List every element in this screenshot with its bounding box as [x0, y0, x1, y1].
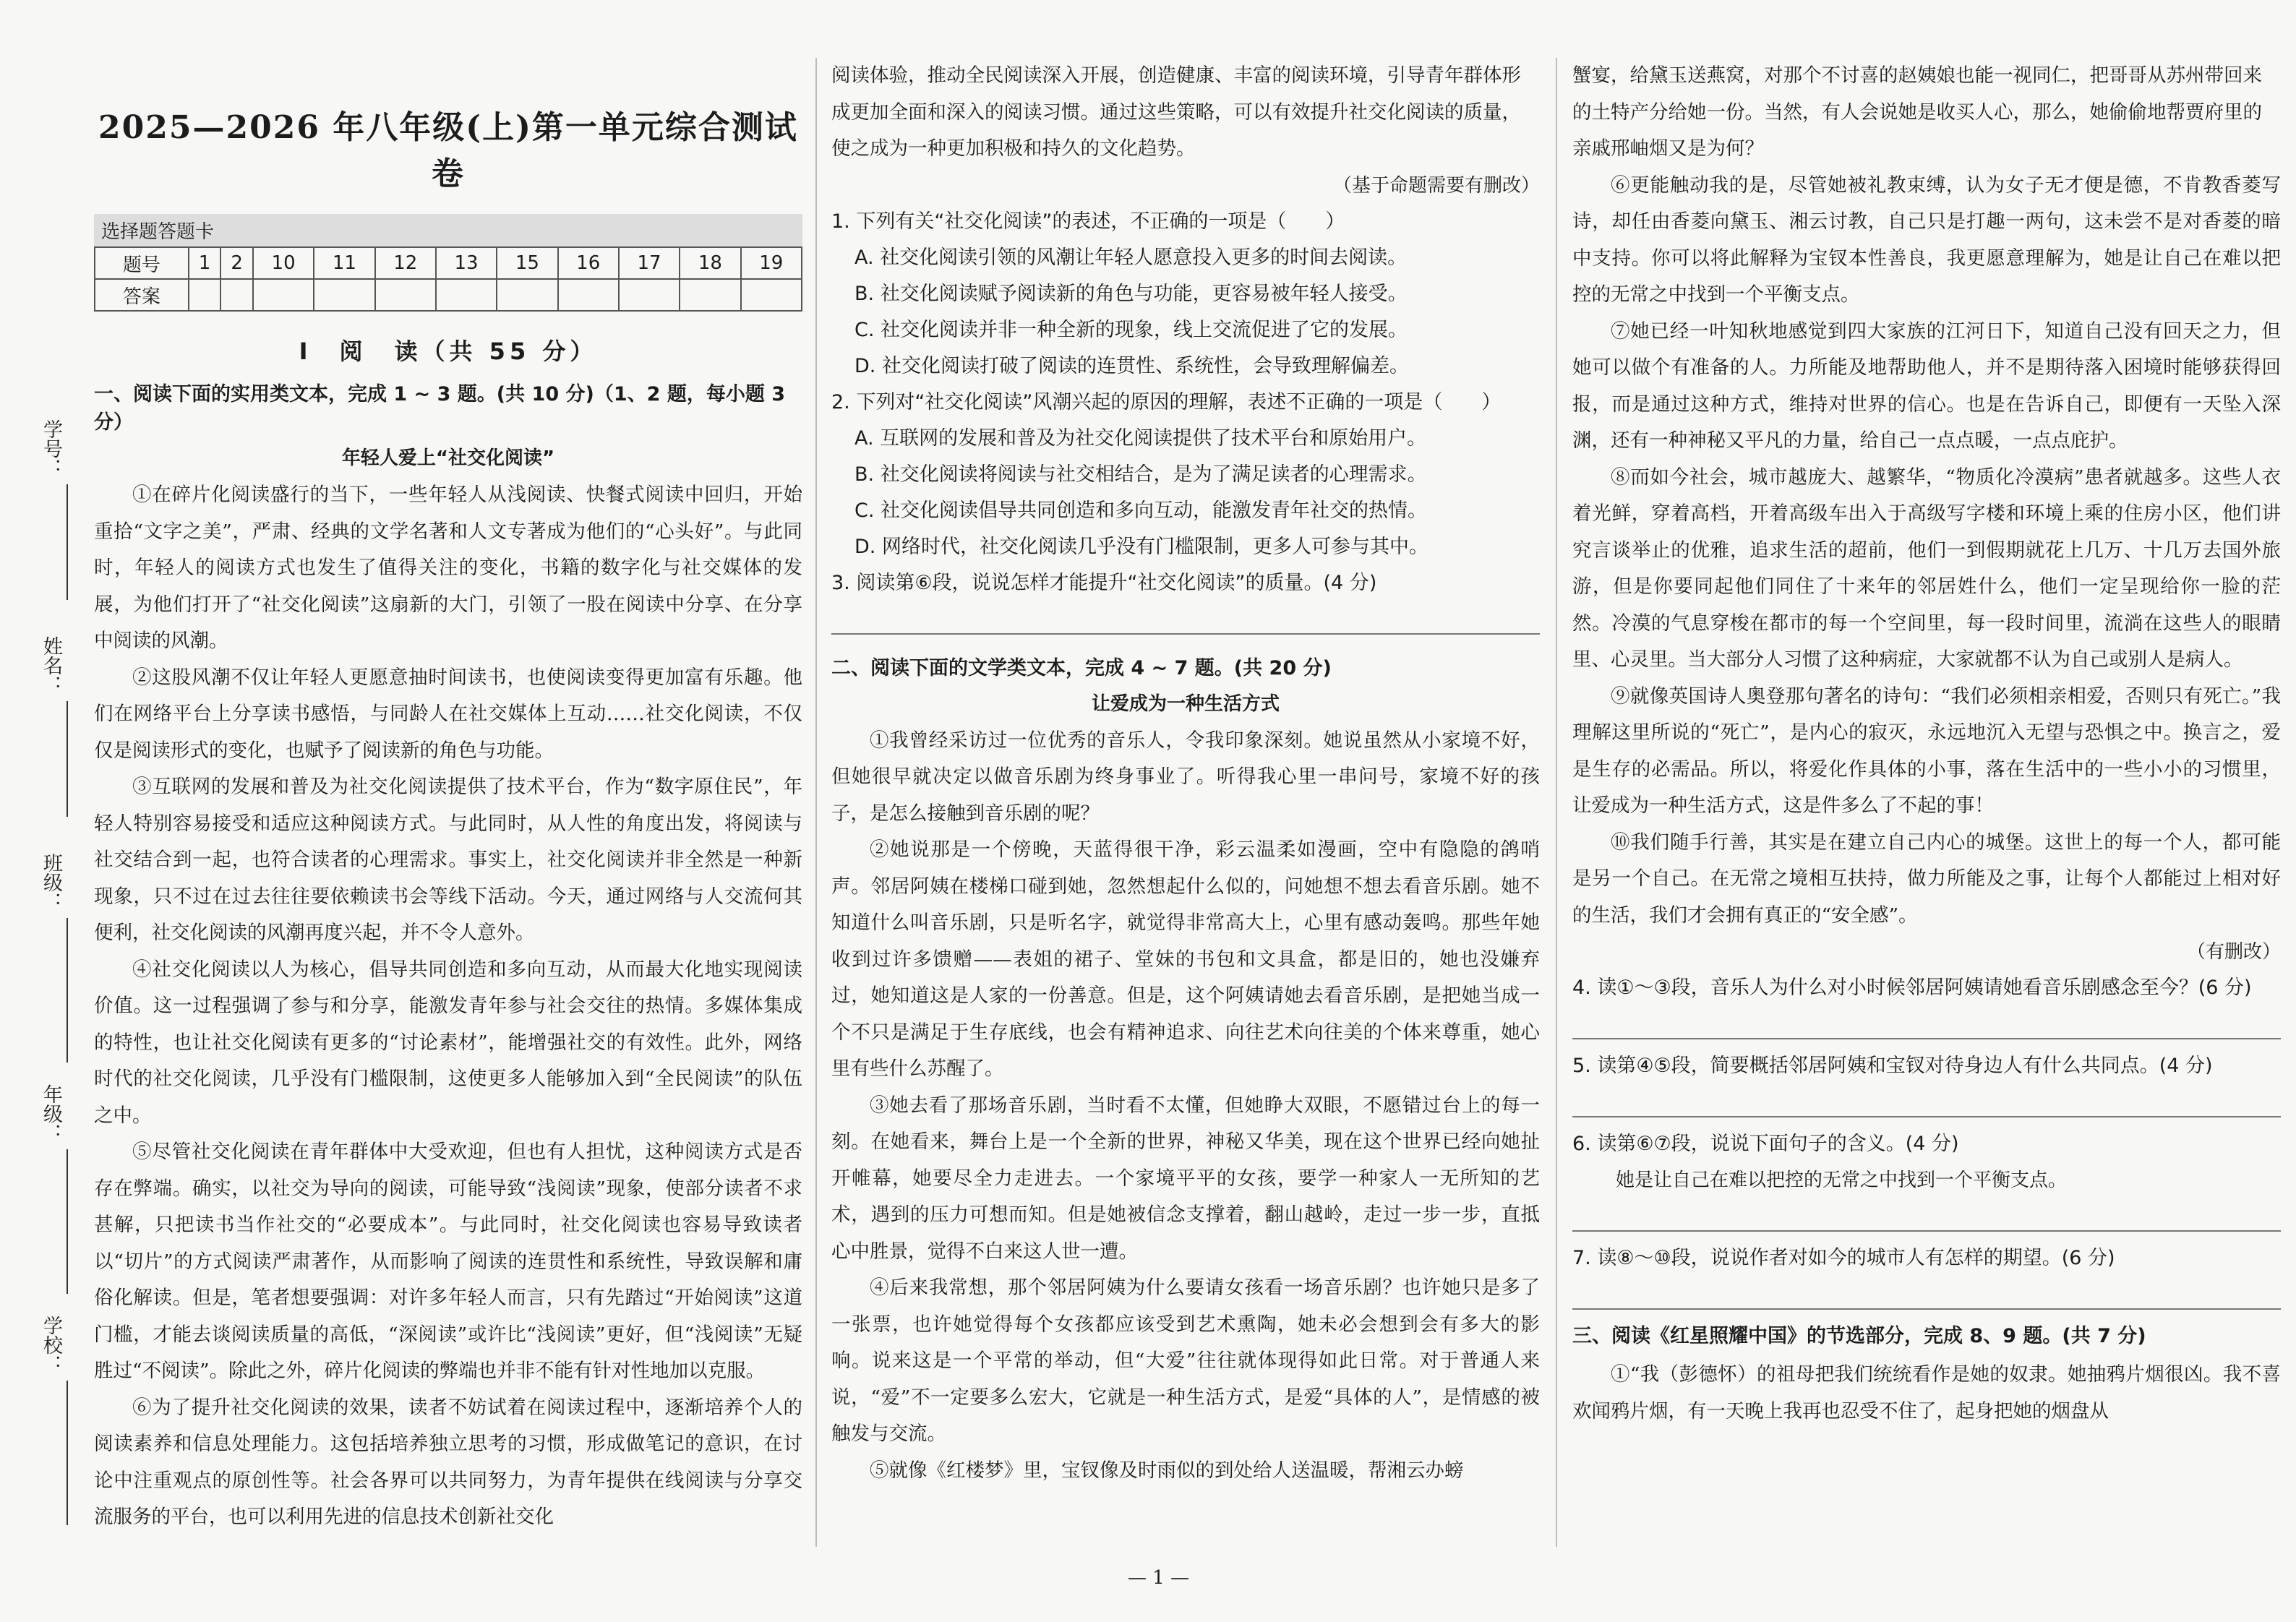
- story-paragraph: ③她去看了那场音乐剧，当时看不太懂，但她睁大双眼，不愿错过台上的每一刻。在她看来，舞台上是一个全新的世界，神秘又华美，现在这个世界已经向她扯开帷幕，她要尽全力走进去。一个家境平平的女孩，要学一种家人一无所知的艺术，遇到的压力可想而知。但是她被信念支撑着，翻山越岭，走过一步一步，直抵心中胜景，觉得不白来这人世一遭。: [831, 1094, 1540, 1263]
- question-1-stem: 1. 下列有关“社交化阅读”的表述，不正确的一项是（ ）: [831, 210, 1345, 233]
- answer-card-cell: 1: [189, 247, 221, 279]
- question-5-stem: 5. 读第④⑤段，简要概括邻居阿姨和宝钗对待身边人有什么共同点。(4 分): [1572, 1055, 2213, 1077]
- answer-card-label: 选择题答题卡: [94, 214, 802, 246]
- column-3: [1572, 58, 2281, 1430]
- article-paragraph: ②这股风潮不仅让年轻人更愿意抽时间读书，也使阅读变得更加富有乐趣。他们在网络平台上分享读书感悟，与同龄人在社交媒体上互动……社交化阅读，不仅仅是阅读形式的变化，也赋予了阅读新的角色与功能。: [94, 666, 802, 762]
- article-paragraph: ④社交化阅读以人为核心，倡导共同创造和多向互动，从而最大化地实现阅读价值。这一过程强调了参与和分享，能激发青年参与社会交往的热情。多媒体集成的特性，也让社交化阅读有更多的“讨论素材”，能增强社交的有效性。此外，网络时代的社交化阅读，几乎没有门槛限制，这使更多人能够加入到“全民阅读”的队伍之中。: [94, 958, 802, 1127]
- article-paragraph: ①在碎片化阅读盛行的当下，一些年轻人从浅阅读、快餐式阅读中回归，开始重拾“文字之美”，严肃、经典的文学名著和人文专著成为他们的“心头好”。与此同时，年轻人的阅读方式也发生了值得关注的变化，书籍的数字化与社交媒体的发展，为他们打开了“社交化阅读”这扇新的大门，引领了一股在阅读中分享、在分享中阅读的风潮。: [94, 484, 802, 652]
- exam-title: 2025—2026 年八年级(上)第一单元综合测试卷: [98, 109, 798, 192]
- question-6-quote: 她是让自己在难以把控的无常之中找到一个平衡支点。: [1616, 1170, 2068, 1191]
- story-paragraph: ⑦她已经一叶知秋地感觉到四大家族的江河日下，知道自己没有回天之力，但她可以做个有准备的人。力所能及地帮助他人，并不是期待落入困境时能够获得回报，而是通过这种方式，维持对世界的信心。也是在告诉自己，即便有一天坠入深渊，还有一种神秘又平凡的力量，给自己一点点暖，一点点庇护。: [1572, 319, 2281, 452]
- answer-card-row-label: 答案: [95, 279, 189, 311]
- story-paragraph: ④后来我常想，那个邻居阿姨为什么要请女孩看一场音乐剧？也许她只是多了一张票，也许她觉得每个女孩都应该受到艺术熏陶，她未必会想到会有多大的影响。说来这是一个平常的举动，但“大爱”往往就体现得如此日常。对于普通人来说，“爱”不一定要多么宏大，它就是一种生活方式，是爱“具体的人”，是情感的被触发与交流。: [831, 1276, 1540, 1445]
- page-number: — 1 —: [1128, 1567, 1190, 1589]
- story-source-note: （有删改）: [2186, 941, 2281, 963]
- column-divider: [815, 58, 817, 1547]
- answer-line[interactable]: [1572, 1006, 2281, 1039]
- question-1-option: C. 社交化阅读并非一种全新的现象，线上交流促进了它的发展。: [854, 318, 1408, 341]
- part3-heading: 三、阅读《红星照耀中国》的节选部分，完成 8、9 题。(共 7 分): [1572, 1325, 2146, 1347]
- answer-box[interactable]: [741, 279, 802, 311]
- question-7-stem: 7. 读⑧～⑩段，说说作者对如今的城市人有怎样的期望。(6 分): [1572, 1247, 2115, 1269]
- binding-margin: [0, 0, 87, 1622]
- story-title: 让爱成为一种生活方式: [1091, 692, 1280, 715]
- question-6-stem: 6. 读第⑥⑦段，说说下面句子的含义。(4 分): [1572, 1133, 1959, 1155]
- question-3-stem: 3. 阅读第⑥段，说说怎样才能提升“社交化阅读”的质量。(4 分): [831, 571, 1377, 594]
- answer-line[interactable]: [831, 601, 1540, 635]
- story-paragraph: ⑧而如今社会，城市越庞大、越繁华，“物质化冷漠病”患者就越多。这些人衣着光鲜，穿着高档，开着高级车出入于高级写字楼和环境上乘的住房小区，他们讲究言谈举止的优雅，追求生活的超前，他们一到假期就花上几万、十几万去国外旅游，但是你要同起他们同住了十来年的邻居姓什么，他们一定呈现给你一脸的茫然。冷漠的气息穿梭在都市的每一个空间里，每一段时间里，流淌在这些人的眼睛里、心灵里。当大部分人习惯了这种病症，大家就都不认为自己或别人是病人。: [1572, 465, 2281, 671]
- column-2: [831, 58, 1540, 1489]
- answer-card-cell: 17: [619, 247, 680, 279]
- answer-box[interactable]: [314, 279, 374, 311]
- article-continuation: 阅读体验，推动全民阅读深入开展，创造健康、丰富的阅读环境，引导青年群体形成更加全面和深入的阅读习惯。通过这些策略，可以有效提升社交化阅读的质量，使之成为一种更加积极和持久的文化趋势。: [831, 64, 1521, 160]
- binding-line: [67, 701, 68, 817]
- binding-line: [67, 918, 68, 1063]
- question-2-option: C. 社交化阅读倡导共同创造和多向互动，能激发青年社交的热情。: [854, 499, 1428, 522]
- answer-card-cell: 18: [680, 247, 740, 279]
- answer-line[interactable]: [1572, 1084, 2281, 1117]
- answer-card-cell: 16: [558, 247, 619, 279]
- question-1-option: D. 社交化阅读打破了阅读的连贯性、系统性，会导致理解偏差。: [854, 354, 1409, 377]
- answer-box[interactable]: [375, 279, 436, 311]
- binding-label-student-id: 学号：: [40, 419, 62, 478]
- answer-card-cell: 2: [220, 247, 253, 279]
- question-2-stem: 2. 下列对“社交化阅读”风潮兴起的原因的理解，表述不正确的一项是（ ）: [831, 390, 1502, 413]
- part2-heading: 二、阅读下面的文学类文本，完成 4 ~ 7 题。(共 20 分): [831, 656, 1332, 679]
- article-paragraph: ⑤尽管社交化阅读在青年群体中大受欢迎，但也有人担忧，这种阅读方式是否存在弊端。确实，以社交为导向的阅读，可能导致“浅阅读”现象，使部分读者不求甚解，只把读书当作社交的“必要成本”。与此同时，社交化阅读也容易导致读者以“切片”的方式阅读严肃著作，从而影响了阅读的连贯性和系统性，导致误解和庸俗化解读。但是，笔者想要强调：对许多年轻人而言，只有先踏过“开始阅读”这道门槛，才能去谈阅读质量的高低，“深阅读”或许比“浅阅读”更好，但“浅阅读”无疑胜过“不阅读”。除此之外，碎片化阅读的弊端也并非不能有针对性地加以克服。: [94, 1141, 802, 1382]
- answer-card-cell: 12: [375, 247, 436, 279]
- question-1-option: A. 社交化阅读引领的风潮让年轻人愿意投入更多的时间去阅读。: [854, 246, 1408, 269]
- story-paragraph: ⑨就像英国诗人奥登那句著名的诗句：“我们必须相亲相爱，否则只有死亡。”我理解这里所说的“死亡”，是内心的寂灭，永远地沉入无望与恐惧之中。换言之，爱是生存的必需品。所以，将爱化作具体的小事，落在生活中的一些小小的习惯里，让爱成为一种生活方式，这是件多么了不起的事！: [1572, 685, 2281, 817]
- answer-card-cell: 题号: [95, 247, 189, 279]
- answer-card-cell: 13: [436, 247, 497, 279]
- question-2-option: D. 网络时代，社交化阅读几乎没有门槛限制，更多人可参与其中。: [854, 535, 1428, 558]
- answer-card-cell: 11: [314, 247, 374, 279]
- answer-box[interactable]: [436, 279, 497, 311]
- answer-box[interactable]: [497, 279, 557, 311]
- story-paragraph: ⑩我们随手行善，其实是在建立自己内心的城堡。这世上的每一个人，都可能是另一个自己。在无常之境相互扶持，做力所能及之事，让每个人都能过上相对好的生活，我们才会拥有真正的“安全感”。: [1572, 831, 2281, 927]
- column-1: [94, 58, 802, 1536]
- section-heading-reading: Ⅰ 阅 读（共 55 分）: [299, 338, 598, 365]
- binding-label-grade: 年级：: [40, 1084, 62, 1143]
- article-paragraph: ⑥为了提升社交化阅读的效果，读者不妨试着在阅读过程中，逐渐培养个人的阅读素养和信息处理能力。这包括培养独立思考的习惯，形成做笔记的意识，在讨论中注重观点的原创性等。社会各界可以共同努力，为青年提供在线阅读与分享交流服务的平台，也可以利用先进的信息技术创新社交化: [94, 1396, 802, 1528]
- answer-card-cell: 10: [253, 247, 314, 279]
- answer-card-table: [94, 246, 802, 312]
- binding-line: [67, 1381, 68, 1525]
- question-1-option: B. 社交化阅读赋予阅读新的角色与功能，更容易被年轻人接受。: [854, 282, 1408, 305]
- excerpt-paragraph: ①“我（彭德怀）的祖母把我们统统看作是她的奴隶。她抽鸦片烟很凶。我不喜欢闻鸦片烟，有一天晚上我再也忍受不住了，起身把她的烟盘从: [1572, 1363, 2281, 1423]
- article-paragraph: ③互联网的发展和普及为社交化阅读提供了技术平台，作为“数字原住民”，年轻人特别容易接受和适应这种阅读方式。与此同时，从人性的角度出发，将阅读与社交结合到一起，也符合读者的心理需求。事实上，社交化阅读并非全然是一种新现象，只不过在过去往往要依赖读书会等线下活动。今天，通过网络与人交流何其便利，社交化阅读的风潮再度兴起，并不令人意外。: [94, 776, 802, 944]
- question-2-option: B. 社交化阅读将阅读与社交相结合，是为了满足读者的心理需求。: [854, 463, 1427, 486]
- story-paragraph: ②她说那是一个傍晚，天蓝得很干净，彩云温柔如漫画，空中有隐隐的鸽哨声。邻居阿姨在楼梯口碰到她，忽然想起什么似的，问她想不想去看音乐剧。她不知道什么叫音乐剧，只是听名字，就觉得非常高大上，心里有感动轰鸣。那些年她收到过许多馈赠——表姐的裙子、堂妹的书包和文具盒，都是旧的，她也没嫌弃过，她知道这是人家的一份善意。但是，这个阿姨请她去看音乐剧，是把她当成一个不只是满足于生存底线，也会有精神追求、向往艺术向往美的个体来尊重，她心里有些什么苏醒了。: [831, 838, 1540, 1080]
- answer-card-cell: 15: [497, 247, 557, 279]
- story-paragraph: ①我曾经采访过一位优秀的音乐人，令我印象深刻。她说虽然从小家境不好，但她很早就决定以做音乐剧为终身事业了。听得我心里一串问号，家境不好的孩子，是怎么接触到音乐剧的呢？: [831, 729, 1540, 825]
- article-source-note: （基于命题需要有删改）: [1332, 174, 1540, 197]
- answer-box[interactable]: [253, 279, 314, 311]
- answer-box[interactable]: [189, 279, 221, 311]
- story-paragraph: 蟹宴，给黛玉送燕窝，对那个不讨喜的赵姨娘也能一视同仁，把哥哥从苏州带回来的土特产分给她一份。当然，有人会说她是收买人心，那么，她偷偷地帮贾府里的亲戚邢岫烟又是为何？: [1572, 64, 2262, 160]
- story-paragraph: ⑤就像《红楼梦》里，宝钗像及时雨似的到处给人送温暖，帮湘云办螃: [870, 1459, 1464, 1482]
- binding-label-school: 学校：: [40, 1316, 62, 1374]
- answer-box[interactable]: [558, 279, 619, 311]
- binding-line: [67, 1149, 68, 1294]
- question-4-stem: 4. 读①～③段，音乐人为什么对小时候邻居阿姨请她看音乐剧感念至今？(6 分): [1572, 977, 2252, 999]
- answer-box[interactable]: [220, 279, 253, 311]
- answer-box[interactable]: [619, 279, 680, 311]
- answer-card-header-row: [95, 247, 802, 279]
- answer-box[interactable]: [680, 279, 740, 311]
- binding-label-class: 班级：: [40, 853, 62, 911]
- story-paragraph: ⑥更能触动我的是，尽管她被礼教束缚，认为女子无才便是德，不肯教香菱写诗，却任由香菱向黛玉、湘云讨教，自己只是打趣一两句，这未尝不是对香菱的暗中支持。你可以将此解释为宝钗本性善良，我更愿意理解为，她是让自己在难以把控的无常之中找到一个平衡支点。: [1572, 173, 2281, 306]
- answer-card-cell: 19: [741, 247, 802, 279]
- column-divider: [1556, 58, 1557, 1547]
- answer-line[interactable]: [1572, 1198, 2281, 1232]
- answer-line[interactable]: [1572, 1276, 2281, 1310]
- part1-heading: 一、阅读下面的实用类文本，完成 1 ~ 3 题。(共 10 分)（1、2 题，每小题 3 分）: [94, 383, 786, 434]
- question-2-option: A. 互联网的发展和普及为社交化阅读提供了技术平台和原始用户。: [854, 426, 1427, 450]
- binding-label-name: 姓名：: [40, 636, 62, 695]
- article-title: 年轻人爱上“社交化阅读”: [341, 447, 555, 469]
- answer-card-answer-row: [95, 279, 802, 311]
- binding-line: [67, 484, 68, 600]
